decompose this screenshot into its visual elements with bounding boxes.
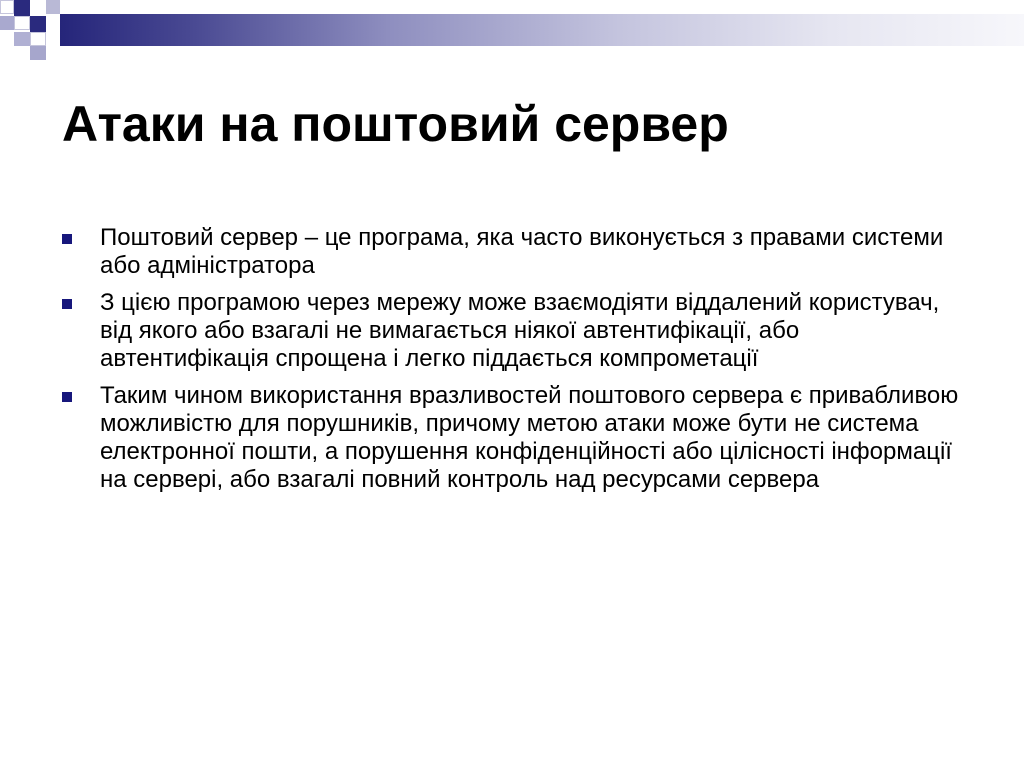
decorative-square [14, 0, 30, 16]
decorative-square [30, 32, 46, 46]
decorative-square [30, 46, 46, 60]
decorative-square [46, 16, 60, 30]
decorative-square [0, 0, 14, 14]
bullet-item [62, 224, 972, 280]
bullet-list [62, 224, 972, 503]
decorative-square [30, 2, 46, 16]
decorative-square [46, 0, 60, 14]
bullet-item [62, 289, 972, 373]
bullet-text: З цією програмою через мережу може взаємодіяти віддалений користувач, від якого або взагалі не вимагається ніякої автентифікації, або автентифікація спрощена і легко піддається компрометації [100, 289, 940, 372]
bullet-text: Поштовий сервер – це програма, яка часто виконується з правами системи або адміністратора [100, 224, 944, 279]
square-bullet-icon [62, 299, 72, 309]
slide-title: Атаки на поштовий сервер [62, 96, 729, 152]
decorative-square [0, 16, 14, 30]
square-bullet-icon [62, 234, 72, 244]
bullet-text: Таким чином використання вразливостей поштового сервера є привабливою можливістю для порушників, причому метою атаки може бути не система електронної пошти, а порушення конфіденційності або цілісності інформації на сервері, або взагалі повний контроль над ресурсами сервера [100, 382, 959, 493]
square-bullet-icon [62, 392, 72, 402]
decorative-square [14, 32, 30, 46]
bullet-item [62, 382, 972, 494]
decorative-square [30, 16, 46, 32]
decorative-square [14, 16, 30, 30]
header-gradient-bar [60, 14, 1024, 46]
